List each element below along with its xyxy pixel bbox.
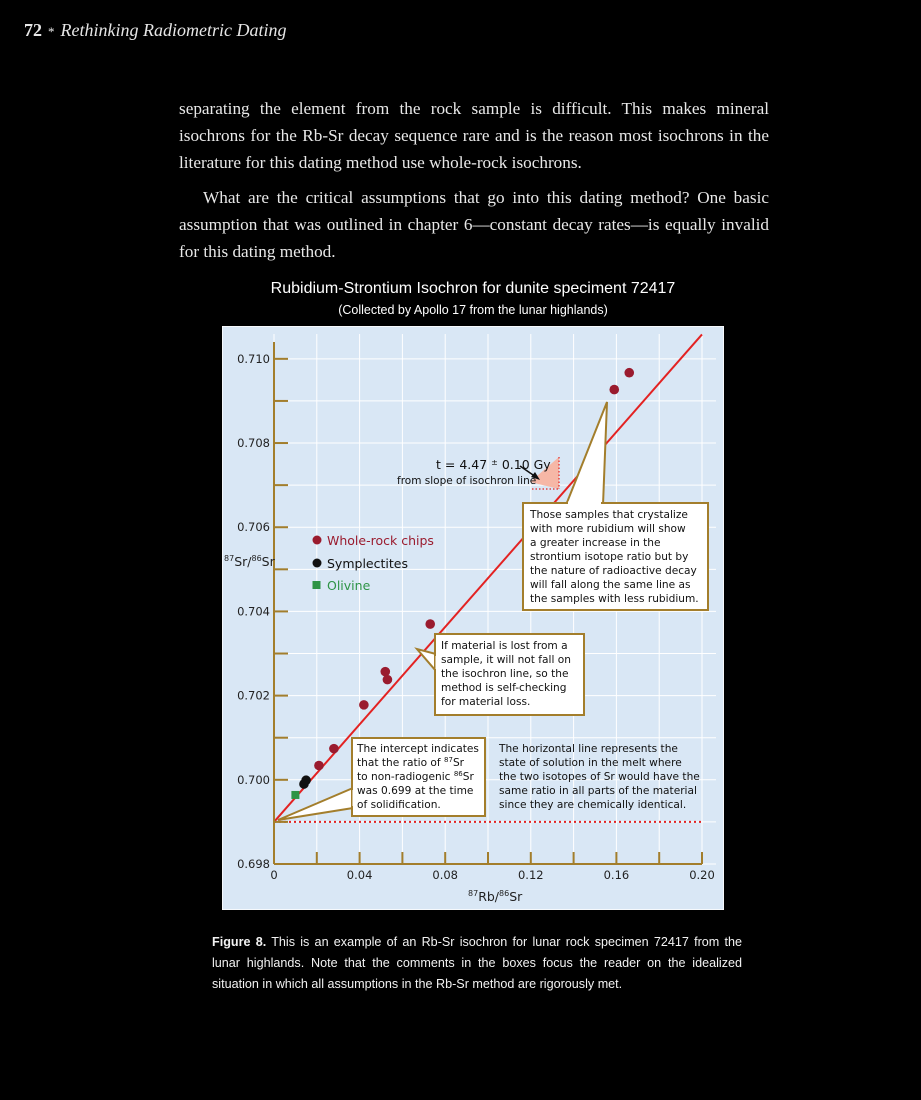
paragraph-2: What are the critical assumptions that go into this dating method? One basic assumption that was outlined in chapter 6—constant decay rates—is equally invalid for this dating method. bbox=[179, 188, 769, 261]
age-value: t = 4.47 ± 0.10 Gy bbox=[436, 457, 551, 472]
legend-marker-whole-rock bbox=[313, 536, 322, 545]
y-tick-label: 0.698 bbox=[237, 857, 270, 871]
y-tick-label: 0.700 bbox=[237, 772, 270, 787]
legend-marker-symplectites bbox=[313, 559, 322, 568]
horizontal-line-note: The horizontal line represents the state of solution in the melt where the two isotopes of Sr would have the same ratio in all parts of the material since they are chemically identical. bbox=[499, 743, 700, 811]
running-head-separator: * bbox=[48, 24, 55, 39]
callout-top-text: Those samples that crystalize with more rubidium will show a greater increase in the strontium isotope ratio but by the nature of radioactive decay will fall along the same line as the samples with less rubidium. bbox=[530, 509, 699, 605]
x-tick-label: 0.12 bbox=[517, 868, 544, 882]
y-tick-label: 0.702 bbox=[237, 688, 270, 703]
whole-rock-point bbox=[609, 385, 619, 395]
caption-label: Figure 8. bbox=[212, 935, 267, 949]
figure-subtitle: (Collected by Apollo 17 from the lunar highlands) bbox=[338, 303, 608, 317]
legend-label-olivine: Olivine bbox=[327, 578, 371, 593]
page-number: 72 bbox=[24, 20, 42, 40]
whole-rock-point bbox=[425, 619, 435, 629]
y-tick-label: 0.706 bbox=[237, 520, 270, 535]
whole-rock-point bbox=[383, 675, 393, 685]
paragraph-1: separating the element from the rock sample is difficult. This makes mineral isochrons for the Rb-Sr decay sequence rare and is the reason most isochrons in the literature for this dating method use whole-rock isochrons. bbox=[179, 99, 769, 172]
figure-caption bbox=[212, 932, 742, 995]
y-tick-label: 0.708 bbox=[237, 436, 270, 451]
running-head bbox=[24, 20, 286, 41]
y-tick-label: 0.710 bbox=[237, 351, 270, 366]
x-tick-label: 0 bbox=[270, 868, 278, 882]
y-tick-label: 0.704 bbox=[237, 604, 270, 619]
legend-label-symplectites: Symplectites bbox=[327, 556, 408, 571]
x-tick-label: 0.20 bbox=[689, 868, 715, 882]
running-head-title: Rethinking Radiometric Dating bbox=[60, 20, 287, 40]
whole-rock-point bbox=[329, 744, 339, 754]
callout-intercept-text: The intercept indicates that the ratio of $^{87}$Sr to non-radiogenic $^{86}$Sr was 0.699 at the time of solidification. bbox=[357, 743, 479, 811]
whole-rock-point bbox=[314, 761, 324, 771]
legend-label-whole-rock: Whole-rock chips bbox=[327, 533, 434, 548]
legend-marker-olivine bbox=[313, 581, 321, 589]
caption-text: This is an example of an Rb-Sr isochron for lunar rock specimen 72417 from the lunar highlands. Note that the comments in the boxes focus the reader on the idealized situation in which all assumptions in the Rb-Sr method are rigorously met. bbox=[212, 935, 743, 991]
isochron-chart bbox=[222, 326, 724, 910]
symplectite-point bbox=[301, 775, 311, 785]
body-text bbox=[179, 95, 769, 265]
whole-rock-point bbox=[359, 700, 369, 710]
figure-title: Rubidium-Strontium Isochron for dunite speciment 72417 bbox=[270, 280, 676, 297]
callout-mid-text: If material is lost from a sample, it will not fall on the isochron line, so the method is self-checking for material loss. bbox=[441, 640, 571, 708]
olivine-point bbox=[291, 791, 299, 799]
whole-rock-point bbox=[624, 368, 634, 378]
callout-material-loss bbox=[417, 634, 584, 715]
x-axis-title: $^{87}$Rb/$^{86}$Sr bbox=[468, 889, 523, 904]
x-tick-label: 0.04 bbox=[346, 868, 373, 882]
x-tick-label: 0.16 bbox=[603, 868, 630, 882]
y-axis-title: $^{87}$Sr/$^{86}$Sr bbox=[224, 554, 275, 569]
x-tick-label: 0.08 bbox=[432, 868, 459, 882]
age-subtext: from slope of isochron line bbox=[397, 475, 537, 487]
